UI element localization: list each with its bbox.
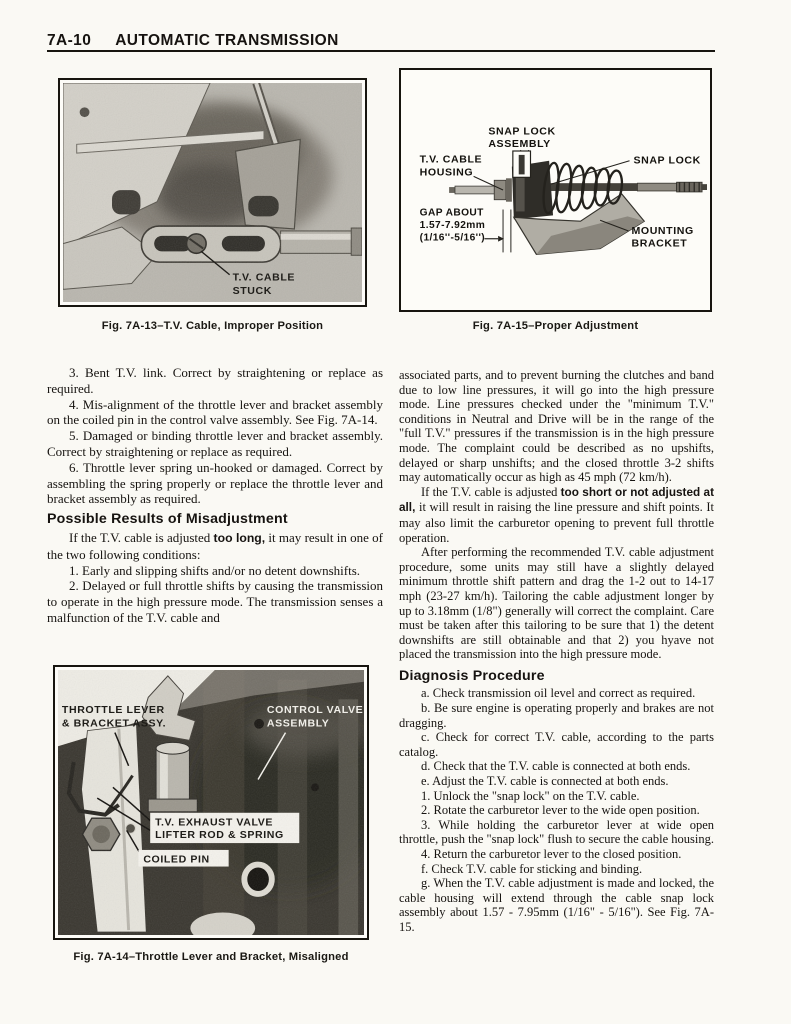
label-mounting-bracket-line1: MOUNTING bbox=[631, 224, 694, 237]
label-snap-lock-assembly-line1: SNAP LOCK bbox=[488, 125, 556, 138]
label-tv-cable-stuck-line2: STUCK bbox=[232, 285, 272, 298]
label-tv-cable-stuck-line1: T.V. CABLE bbox=[232, 271, 296, 284]
label-lifter-rod-line1: T.V. EXHAUST VALVE bbox=[155, 816, 274, 829]
paragraph-text: it will result in raising the line pressure and shift points. It may also limit the carburetor opening to prevent full throttle operation. bbox=[399, 500, 714, 545]
paragraph bbox=[399, 485, 714, 545]
list-item: e. Adjust the T.V. cable is connected at both ends. bbox=[421, 774, 669, 789]
list-item: g. When the T.V. cable adjustment is made and locked, the cable housing will extend through the cable snap lock assembly about 1.57 - 7.95mm (1/16" - 5/16"). See Fig. 7A-15. bbox=[399, 876, 714, 934]
bold-emphasis: too short or not adjusted at all, bbox=[399, 485, 715, 515]
label-throttle-lever-line1: THROTTLE LEVER bbox=[61, 704, 165, 717]
label-snap-lock-assembly-line2: ASSEMBLY bbox=[488, 138, 551, 151]
page-number: 7A-10 bbox=[47, 32, 92, 49]
label-mounting-bracket-line2: BRACKET bbox=[631, 237, 688, 250]
list-item: f. Check T.V. cable for sticking and binding. bbox=[421, 861, 643, 876]
header-rule bbox=[47, 50, 715, 52]
tv-cable-stuck-photo bbox=[63, 83, 362, 302]
figure-7a14-photo bbox=[53, 665, 369, 940]
paragraph: 6. Throttle lever spring un-hooked or damaged. Correct by assembling the spring properly or replace the throttle lever and bracket assembly as required. bbox=[47, 459, 383, 507]
figure-7a13-photo bbox=[58, 78, 367, 307]
label-throttle-lever-line2: & BRACKET ASSY. bbox=[61, 717, 167, 730]
label-snap-lock: SNAP LOCK bbox=[633, 154, 701, 167]
section-heading-diagnosis: Diagnosis Procedure bbox=[399, 667, 545, 684]
list-item: c. Check for correct T.V. cable, according to the parts catalog. bbox=[399, 730, 714, 759]
list-item: 2. Rotate the carburetor lever to the wide open position. bbox=[421, 803, 700, 818]
label-control-valve-line2: ASSEMBLY bbox=[266, 717, 330, 730]
figure-7a14-caption: Fig. 7A-14–Throttle Lever and Bracket, Misaligned bbox=[73, 951, 349, 963]
label-gap-line1: GAP ABOUT bbox=[419, 207, 484, 219]
figure-7a13-caption: Fig. 7A-13–T.V. Cable, Improper Position bbox=[101, 320, 324, 332]
label-tv-cable-housing-line1: T.V. CABLE bbox=[419, 153, 483, 166]
figure-7a15-diagram bbox=[399, 68, 712, 312]
label-gap-line3: (1/16''-5/16'') bbox=[419, 232, 486, 244]
list-item: d. Check that the T.V. cable is connected at both ends. bbox=[421, 759, 691, 774]
paragraph bbox=[47, 530, 383, 563]
page-header bbox=[47, 32, 339, 50]
bold-emphasis: too long, bbox=[213, 530, 266, 545]
label-coiled-pin: COILED PIN bbox=[143, 853, 210, 866]
list-item: 1. Unlock the "snap lock" on the T.V. cable. bbox=[421, 788, 640, 803]
list-item: 4. Return the carburetor lever to the closed position. bbox=[421, 847, 682, 861]
label-tv-cable-housing-line2: HOUSING bbox=[419, 166, 474, 179]
label-control-valve-line1: CONTROL VALVE bbox=[266, 704, 364, 717]
paragraph: After performing the recommended T.V. cable adjustment procedure, some units may still have a slightly delayed minimum throttle shift pattern and drag the 1-2 out to 14-17 mph (23-27 km/h). Tailoring the cable adjustment longer by up to 3.18mm (1/8") generally will correct the complaint. Care must be taken after this tailoring to be sure that 1) the detent downshifts are still obtainable and that 2) you hyave not placed the transmission into the high pressure mode. bbox=[399, 545, 714, 662]
section-heading-misadjustment: Possible Results of Misadjustment bbox=[47, 511, 288, 528]
paragraph: 5. Damaged or binding throttle lever and bracket assembly. Correct by straightening or replace as required. bbox=[47, 428, 383, 459]
left-column bbox=[47, 365, 383, 626]
list-item: 3. While holding the carburetor lever at wide open throttle, push the "snap lock" flush to secure the cable housing. bbox=[399, 817, 714, 847]
paragraph-text: If the T.V. cable is adjusted bbox=[69, 529, 214, 545]
paragraph: associated parts, and to prevent burning the clutches and band due to low line pressures, it will go into the high pressure mode. Line pressures checked under the "minimum T.V." conditions in Neutral and Drive will be in the range of the "full T.V." pressures if the transmission is in the high pressure mode. The complaint could be described as no upshifts, delayed or sharp unshifts; and the closed throttle 3-2 shifts may automatically occur as high as 45 mph (72 km/h). bbox=[399, 368, 714, 485]
list-item: b. Be sure engine is operating properly and brakes are not dragging. bbox=[399, 701, 714, 730]
right-column bbox=[399, 368, 714, 935]
paragraph: 2. Delayed or full throttle shifts by causing the transmission to operate in the high pressure mode. The transmission senses a malfunction of the T.V. cable and bbox=[47, 578, 383, 625]
paragraph-text: it may result in one of the two following conditions: bbox=[47, 529, 383, 562]
throttle-lever-misaligned-photo bbox=[58, 670, 364, 935]
paragraph-text: If the T.V. cable is adjusted bbox=[421, 484, 561, 499]
paragraph: 1. Early and slipping shifts and/or no detent downshifts. bbox=[69, 562, 361, 578]
paragraph: 4. Mis-alignment of the throttle lever and bracket assembly on the coiled pin in the control valve assembly. See Fig. 7A-14. bbox=[47, 396, 383, 428]
list-item: a. Check transmission oil level and correct as required. bbox=[421, 686, 696, 701]
label-gap-line2: 1.57-7.92mm bbox=[419, 220, 486, 232]
page-title: AUTOMATIC TRANSMISSION bbox=[115, 32, 339, 49]
proper-adjustment-diagram bbox=[404, 73, 707, 307]
paragraph: 3. Bent T.V. link. Correct by straightening or replace as required. bbox=[47, 365, 383, 396]
figure-7a15-caption: Fig. 7A-15–Proper Adjustment bbox=[472, 320, 639, 332]
label-lifter-rod-line2: LIFTER ROD & SPRING bbox=[155, 829, 284, 842]
